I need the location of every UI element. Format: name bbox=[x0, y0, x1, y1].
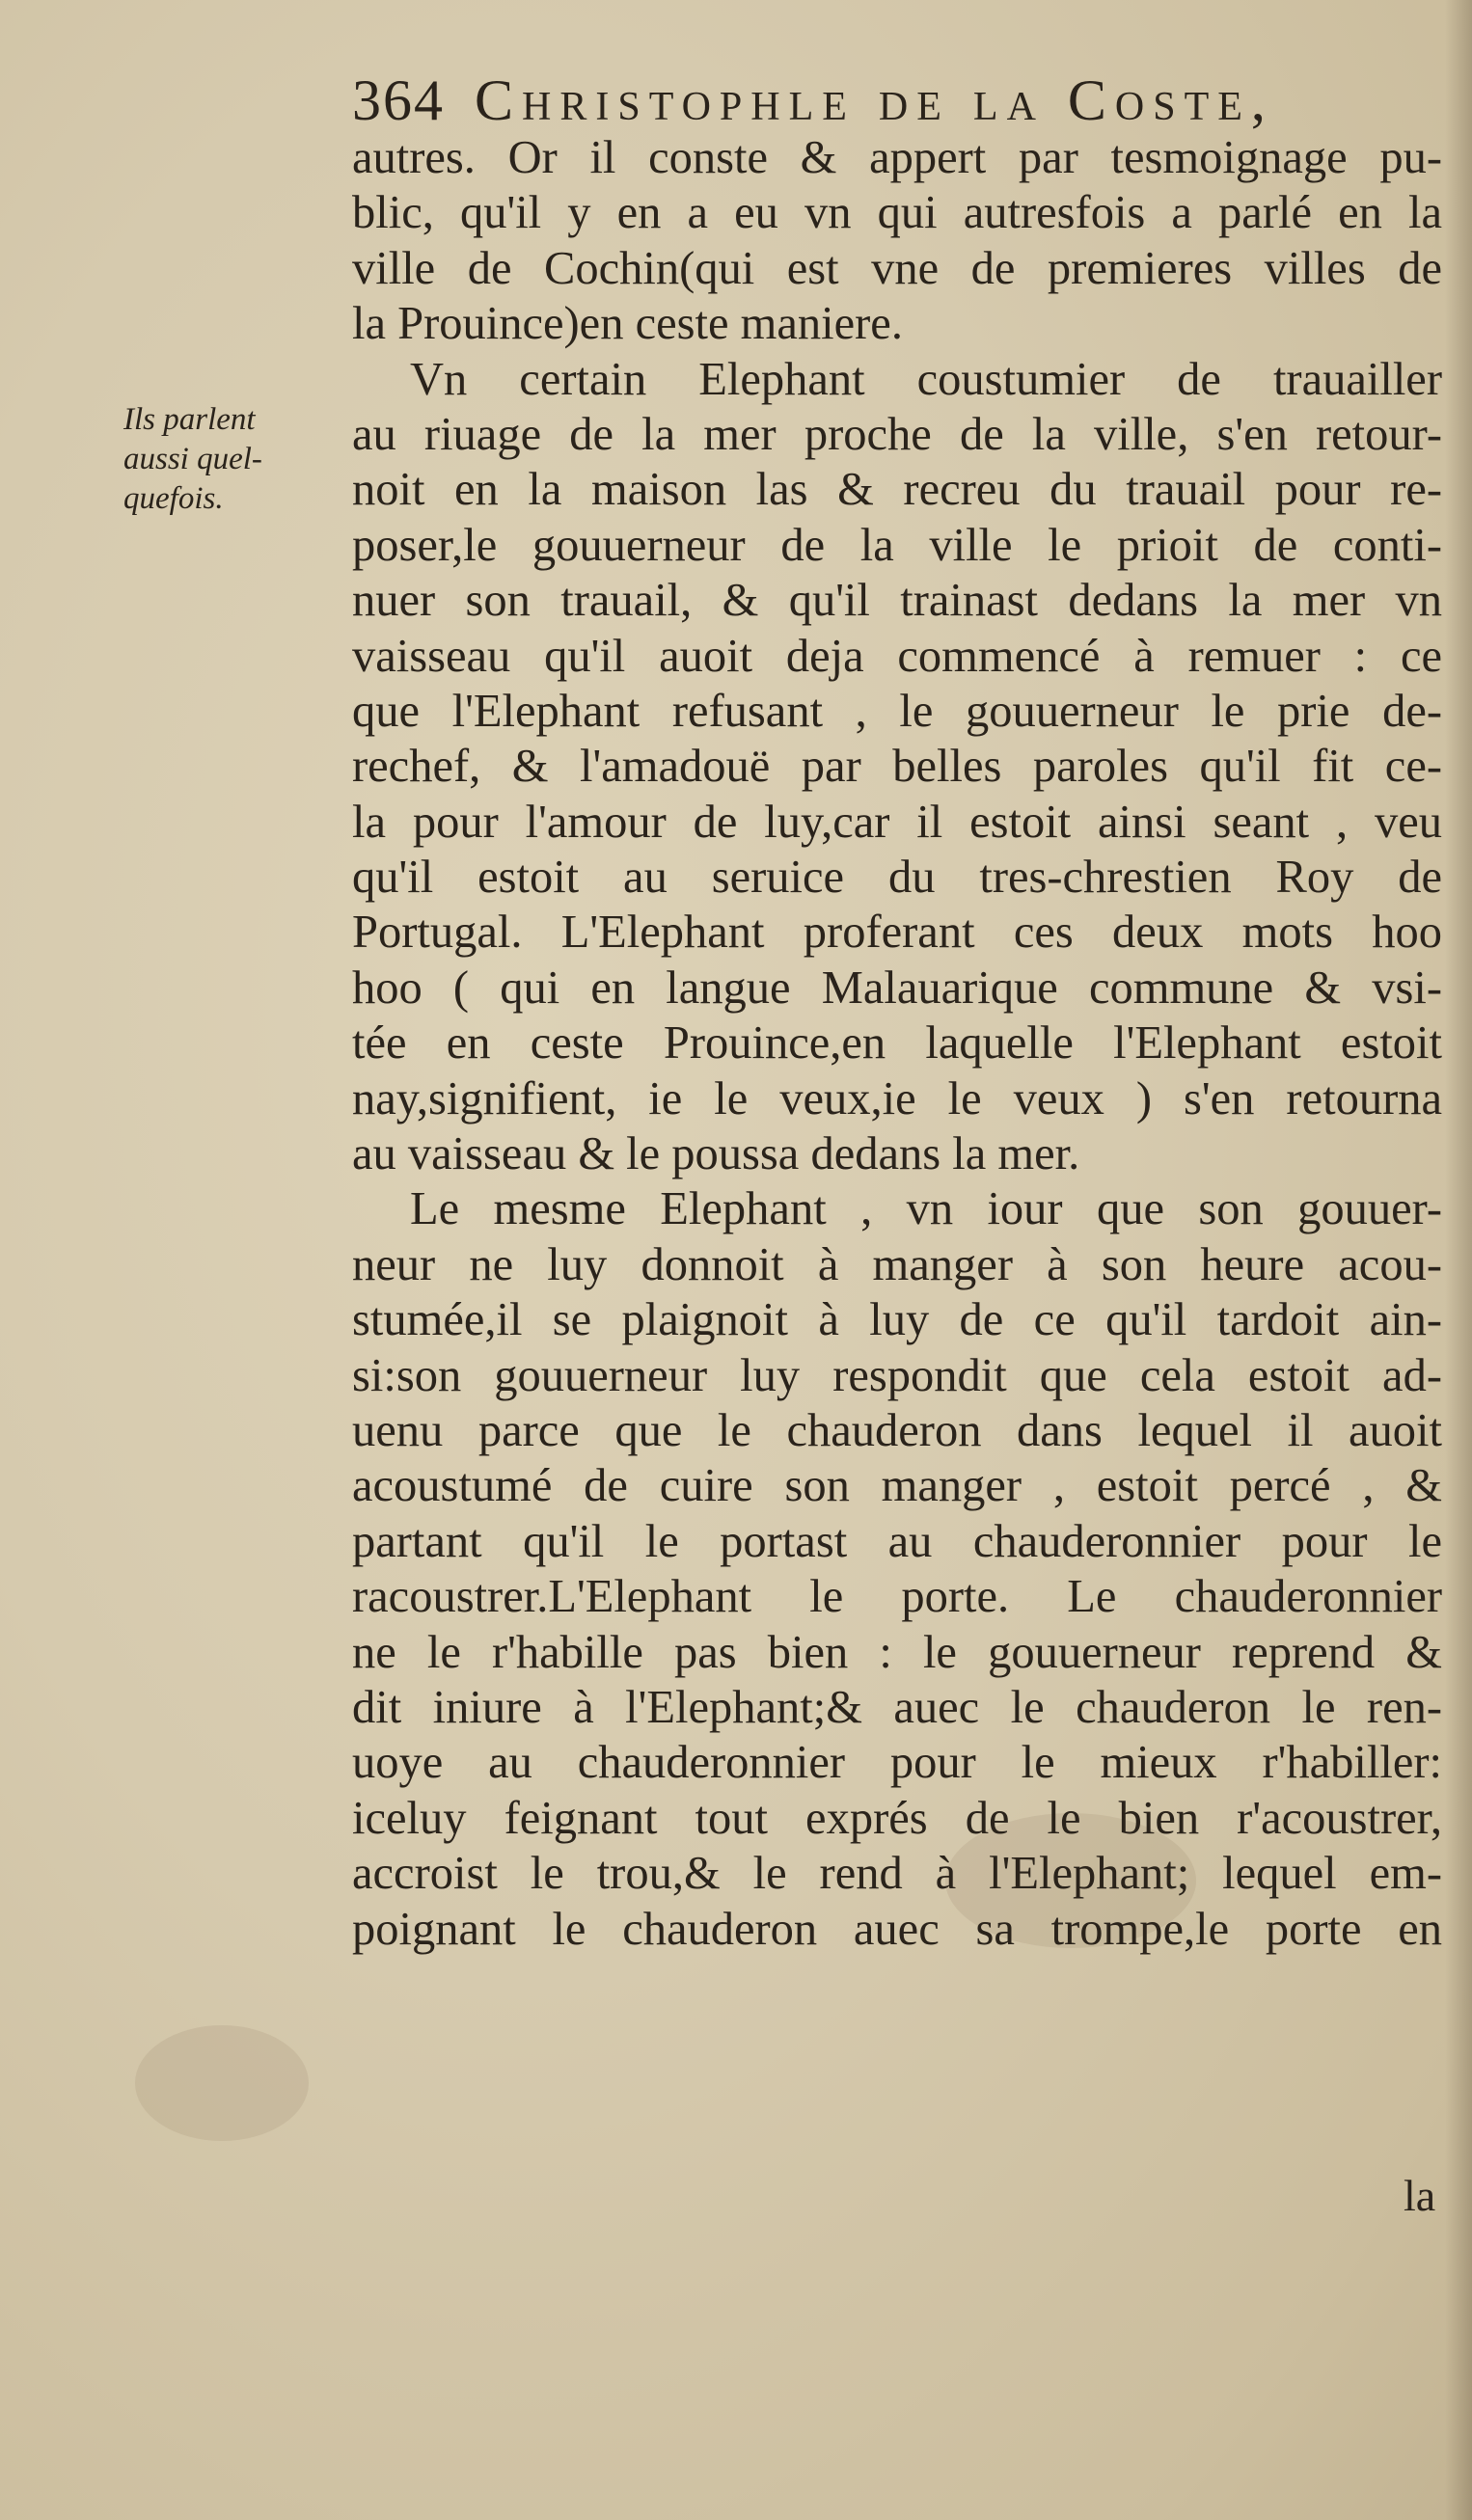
text-line: ville de Cochin(qui est vne de premieres villes de bbox=[352, 242, 1442, 294]
text-line: stumée,il se plaignoit à luy de ce qu'il tardoit ain- bbox=[352, 1294, 1442, 1346]
text-line: racoustrer.L'Elephant le porte. Le chauderonnier bbox=[352, 1571, 1442, 1623]
text-line: blic, qu'il y en a eu vn qui autresfois a parlé en la bbox=[352, 187, 1442, 239]
text-line: noit en la maison las & recreu du trauail pour re- bbox=[352, 464, 1442, 516]
running-title: Christophle de la Coste, bbox=[475, 68, 1274, 132]
paragraph bbox=[352, 130, 1442, 352]
text-line: au vaisseau & le poussa dedans la mer. bbox=[352, 1128, 1080, 1180]
text-line: Vn certain Elephant coustumier de trauailler bbox=[410, 353, 1442, 405]
text-line: accroist le trou,& le rend à l'Elephant; lequel em- bbox=[352, 1848, 1442, 1900]
text-line: rechef, & l'amadouë par belles paroles qu'il fit ce- bbox=[352, 741, 1442, 793]
text-line: nuer son trauail, & qu'il trainast dedans la mer vn bbox=[352, 575, 1442, 627]
text-line: tée en ceste Prouince,en laquelle l'Elephant estoit bbox=[352, 1017, 1442, 1070]
text-line: qu'il estoit au seruice du tres-chrestien Roy de bbox=[352, 852, 1442, 904]
text-line: Le mesme Elephant , vn iour que son gouuer- bbox=[410, 1183, 1442, 1235]
margin-note-line: aussi quel- bbox=[123, 442, 262, 476]
text-line: partant qu'il le portast au chauderonnier pour le bbox=[352, 1515, 1442, 1567]
body-text bbox=[352, 130, 1442, 1957]
text-line: poser,le gouuerneur de la ville le prioit de conti- bbox=[352, 519, 1442, 571]
margin-note bbox=[123, 400, 331, 519]
text-line: ne le r'habille pas bien : le gouuerneur reprend & bbox=[352, 1626, 1442, 1678]
page-number: 364 bbox=[352, 68, 445, 132]
text-line: uenu parce que le chauderon dans lequel il auoit bbox=[352, 1404, 1442, 1456]
text-line: autres. Or il conste & appert par tesmoignage pu- bbox=[352, 132, 1442, 183]
text-line: vaisseau qu'il auoit deja commencé à remuer : ce bbox=[352, 630, 1442, 682]
text-line: iceluy feignant tout exprés de le bien r'acoustrer, bbox=[352, 1792, 1442, 1844]
text-line: Portugal. L'Elephant proferant ces deux mots hoo bbox=[352, 907, 1442, 959]
text-line: si:son gouuerneur luy respondit que cela estoit ad- bbox=[352, 1349, 1442, 1401]
text-line: que l'Elephant refusant , le gouuerneur le prie de- bbox=[352, 685, 1442, 737]
paragraph bbox=[352, 352, 1442, 1182]
catchword: la bbox=[1404, 2171, 1436, 2220]
text-line: la Prouince)en ceste maniere. bbox=[352, 298, 903, 350]
margin-note-line: quefois. bbox=[123, 481, 224, 516]
margin-note-line: Ils parlent bbox=[123, 402, 256, 437]
text-line: acoustumé de cuire son manger , estoit percé , & bbox=[352, 1460, 1442, 1512]
text-line: uoye au chauderonnier pour le mieux r'habiller: bbox=[352, 1737, 1442, 1789]
text-line: nay,signifient, ie le veux,ie le veux ) s'en retourna bbox=[352, 1072, 1442, 1125]
text-line: au riuage de la mer proche de la ville, s'en retour- bbox=[352, 408, 1442, 460]
text-line: poignant le chauderon auec sa trompe,le porte en bbox=[352, 1903, 1442, 1955]
paragraph bbox=[352, 1181, 1442, 1956]
text-line: dit iniure à l'Elephant;& auec le chauderon le ren- bbox=[352, 1681, 1442, 1733]
text-line: la pour l'amour de luy,car il estoit ainsi seant , veu bbox=[352, 796, 1442, 848]
page-header bbox=[352, 68, 1437, 135]
text-line: hoo ( qui en langue Malauarique commune & vsi- bbox=[352, 962, 1442, 1014]
text-line: neur ne luy donnoit à manger à son heure acou- bbox=[352, 1238, 1442, 1290]
